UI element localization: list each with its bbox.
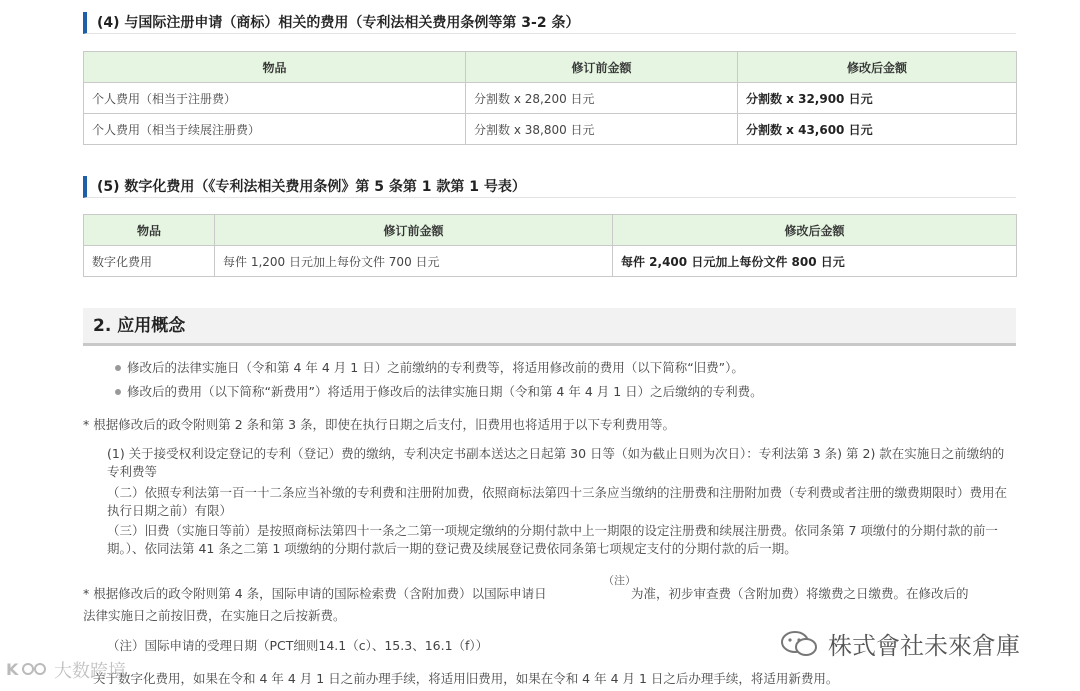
cell-item: 个人费用（相当于注册费） xyxy=(84,83,466,114)
cell-after: 分割数 x 32,900 日元 xyxy=(738,83,1017,114)
header-before: 修订前金额 xyxy=(215,215,613,246)
note-paragraph-line2: 法律实施日之前按旧费，在实施日之后按新费。 xyxy=(83,608,346,623)
cell-before: 每件 1,200 日元加上每份文件 700 日元 xyxy=(215,246,613,277)
header-item: 物品 xyxy=(84,52,466,83)
section-5-title: (5) 数字化费用（《专利法相关费用条例》第 5 条第 1 款第 1 号表） xyxy=(83,176,1016,198)
header-item: 物品 xyxy=(84,215,215,246)
numbered-item: （二）依照专利法第一百一十二条应当补缴的专利费和注册附加费，依照商标法第四十三条应当缴纳的注册费和注册附加费（专利费或者注册的缴费期限时）费用在执行日期之前）有限） xyxy=(107,485,1008,518)
table-digitization-fees xyxy=(83,214,1017,277)
brand-logo-icon xyxy=(6,657,50,681)
table-row xyxy=(84,246,1017,277)
left-watermark xyxy=(6,655,156,685)
cell-item: 数字化费用 xyxy=(84,246,215,277)
table-row xyxy=(84,83,1017,114)
header-after: 修改后金额 xyxy=(738,52,1017,83)
note-superscript: （注） xyxy=(603,574,636,587)
cell-after: 每件 2,400 日元加上每份文件 800 日元 xyxy=(613,246,1017,277)
bullet-item: 修改后的法律实施日（令和第 4 年 4 月 1 日）之前缴纳的专利费等，将适用修改前的费用（以下简称“旧费”）。 xyxy=(127,360,744,375)
note-paragraph: * 根据修改后的政令附则第 2 条和第 3 条，即使在执行日期之后支付，旧费用也将适用于以下专利费用等。 xyxy=(83,417,676,432)
table-international-registration-fees xyxy=(83,51,1017,145)
note-footnote: （注）国际申请的受理日期（PCT细则14.1（c）、15.3、16.1（f）） xyxy=(107,638,489,653)
numbered-item: (1) 关于接受权利设定登记的专利（登记）费的缴纳，专利决定书副本送达之日起第 30 日等（如为截止日则为次日）：专利法第 3 条) 第 2) 款在实施日之前缴纳的专利费等 xyxy=(107,446,1005,479)
chapter-2-heading: 2. 应用概念 xyxy=(83,308,1016,346)
table-header-row xyxy=(84,215,1017,246)
wechat-watermark xyxy=(776,626,1076,660)
header-after: 修改后金额 xyxy=(613,215,1017,246)
cell-item: 个人费用（相当于续展注册费） xyxy=(84,114,466,145)
cell-before: 分割数 x 28,200 日元 xyxy=(466,83,738,114)
note-paragraph: 关于数字化费用，如果在令和 4 年 4 月 1 日之前办理手续，将适用旧费用，如果在令和 4 年 4 月 1 日之后办理手续，将适用新费用。 xyxy=(93,671,839,686)
table-row xyxy=(84,114,1017,145)
note-paragraph-continued: 为准，初步审查费（含附加费）将缴费之日缴费。在修改后的 xyxy=(631,586,969,601)
header-before: 修订前金额 xyxy=(466,52,738,83)
cell-before: 分割数 x 38,800 日元 xyxy=(466,114,738,145)
section-4-title: (4) 与国际注册申请（商标）相关的费用（专利法相关费用条例等第 3-2 条） xyxy=(83,12,1016,34)
bullet-dot-icon xyxy=(115,365,121,371)
svg-text:K: K xyxy=(6,660,19,679)
note-paragraph: * 根据修改后的政令附则第 4 条，国际申请的国际检索费（含附加费）以国际申请日 xyxy=(83,586,547,601)
bullet-dot-icon xyxy=(115,389,121,395)
watermark-text: 大数跨境 xyxy=(54,661,126,682)
bullet-item: 修改后的费用（以下简称“新费用”）将适用于修改后的法律实施日期（令和第 4 年 4 月 1 日）之后缴纳的专利费。 xyxy=(127,384,763,399)
numbered-item: （三）旧费（实施日等前）是按照商标法第四十一条之二第一项规定缴纳的分期付款中上一期限的设定注册费和续展注册费。依同条第 7 项缴付的分期付款的前一期。）、依同法第 41 条之二第 1 项缴纳的分期付款后一期的登记费及续展登记费依同条第七项规定支付的分期付款的后一期。 xyxy=(107,523,998,556)
watermark-text: 株式會社未來倉庫 xyxy=(828,632,1020,660)
cell-after: 分割数 x 43,600 日元 xyxy=(738,114,1017,145)
wechat-logo-icon xyxy=(780,629,820,659)
table-header-row xyxy=(84,52,1017,83)
